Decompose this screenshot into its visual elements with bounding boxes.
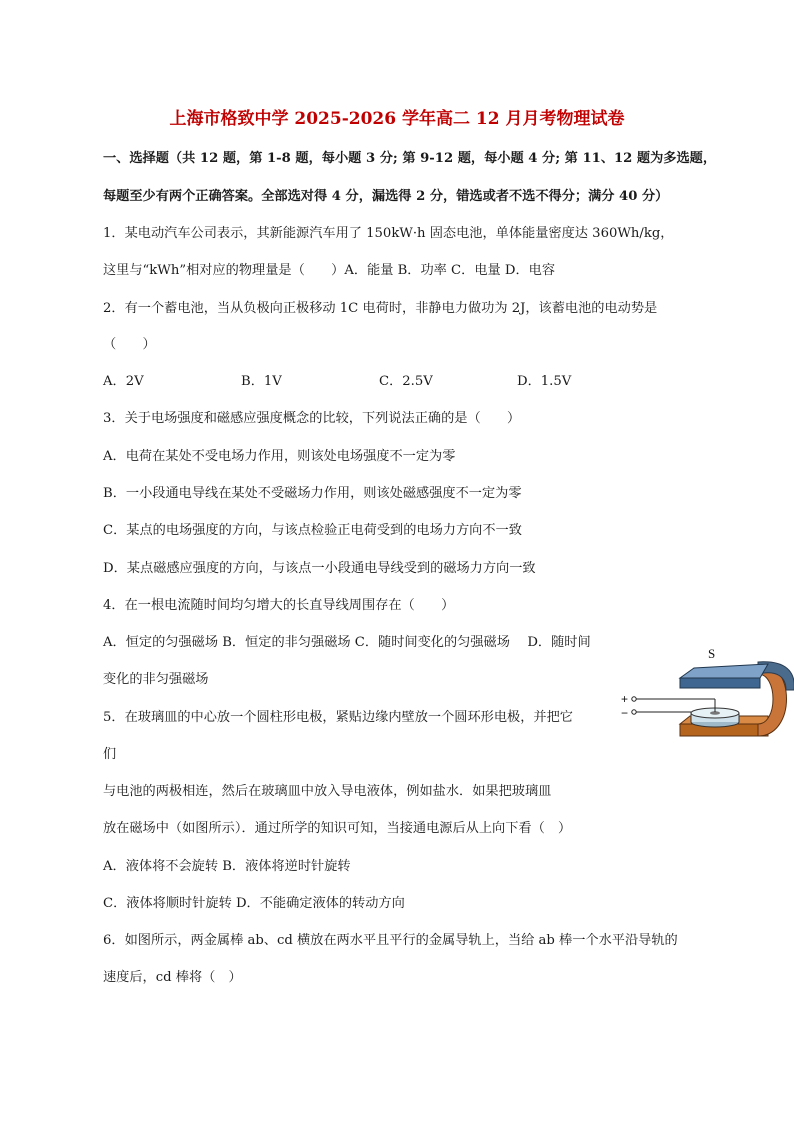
q2-stem-line-2: （ ）: [103, 337, 156, 352]
q2-option-c: C．2.5V: [379, 374, 433, 389]
q4-stem: 4．在一根电流随时间均匀增大的长直导线周围存在（ ）: [103, 598, 455, 613]
q5-stem-line-3: 与电池的两极相连，然后在玻璃皿中放入导电液体，例如盐水．如果把玻璃皿: [103, 784, 552, 799]
q3-option-b: B．一小段通电导线在某处不受磁场力作用，则该处磁感强度不一定为零: [103, 486, 522, 501]
magnet-upper-arm: [680, 678, 760, 688]
negative-terminal: [632, 710, 636, 714]
q5-options-ab: A．液体将不会旋转 B．液体将逆时针旋转: [103, 859, 351, 874]
positive-terminal: [632, 697, 636, 701]
q2-option-a: A．2V: [103, 374, 144, 389]
q3-option-a: A．电荷在某处不受电场力作用，则该处电场强度不一定为零: [103, 449, 456, 464]
q4-options-line-2: 变化的非匀强磁场: [103, 672, 209, 687]
plus-label: +: [621, 692, 629, 706]
q6-stem-line-1: 6．如图所示，两金属棒 ab、cd 横放在两水平且平行的金属导轨上，当给 ab 棒一个水平沿导轨的: [103, 933, 678, 948]
q3-stem: 3．关于电场强度和磁感应强度概念的比较，下列说法正确的是（ ）: [103, 411, 521, 426]
q2-option-d: D．1.5V: [517, 374, 572, 389]
q4-options-line-1: A．恒定的匀强磁场 B．恒定的非匀强磁场 C．随时间变化的匀强磁场 D．随时间: [103, 635, 591, 650]
q1-stem-line-1: 1．某电动汽车公司表示，其新能源汽车用了 150kW·h 固态电池，单体能量密度达 360Wh/kg，: [103, 226, 674, 241]
q5-stem-line-1: 5．在玻璃皿的中心放一个圆柱形电极，紧贴边缘内壁放一个圆环形电极，并把它: [103, 710, 573, 725]
exam-title: 上海市格致中学 2025-2026 学年高二 12 月月考物理试卷: [169, 109, 625, 129]
q1-stem-line-2: 这里与“kWh”相对应的物理量是（ ）A．能量 B．功率 C．电量 D．电容: [103, 263, 556, 278]
minus-label: −: [621, 706, 629, 720]
section-header-line-2: 每题至少有两个正确答案。全部选对得 4 分，漏选得 2 分，错选或者不选不得分；满分 40 分）: [103, 189, 669, 204]
s-pole-label: S: [708, 646, 716, 661]
section-header-line-1: 一、选择题（共 12 题，第 1-8 题，每小题 3 分; 第 9-12 题，每小题 4 分; 第 11、12 题为多选题，: [103, 151, 717, 166]
q3-option-c: C．某点的电场强度的方向，与该点检验正电荷受到的电场力方向不一致: [103, 523, 522, 538]
q6-stem-line-2: 速度后，cd 棒将（ ）: [103, 970, 242, 985]
magnet-upper-arm-top: [680, 664, 768, 678]
magnet-dish-diagram: [618, 640, 794, 745]
q2-option-b: B．1V: [241, 374, 282, 389]
q3-option-d: D．某点磁感应强度的方向，与该点一小段通电导线受到的磁场力方向一致: [103, 561, 536, 576]
q5-stem-line-4: 放在磁场中（如图所示）．通过所学的知识可知，当接通电源后从上向下看（ ）: [103, 821, 572, 836]
q5-options-cd: C．液体将顺时针旋转 D．不能确定液体的转动方向: [103, 896, 405, 911]
q2-stem-line-1: 2．有一个蓄电池，当从负极向正极移动 1C 电荷时，非静电力做功为 2J，该蓄电池的电动势是: [103, 301, 658, 316]
q5-stem-line-2: 们: [103, 747, 117, 762]
magnet-dish-figure: [618, 640, 794, 745]
